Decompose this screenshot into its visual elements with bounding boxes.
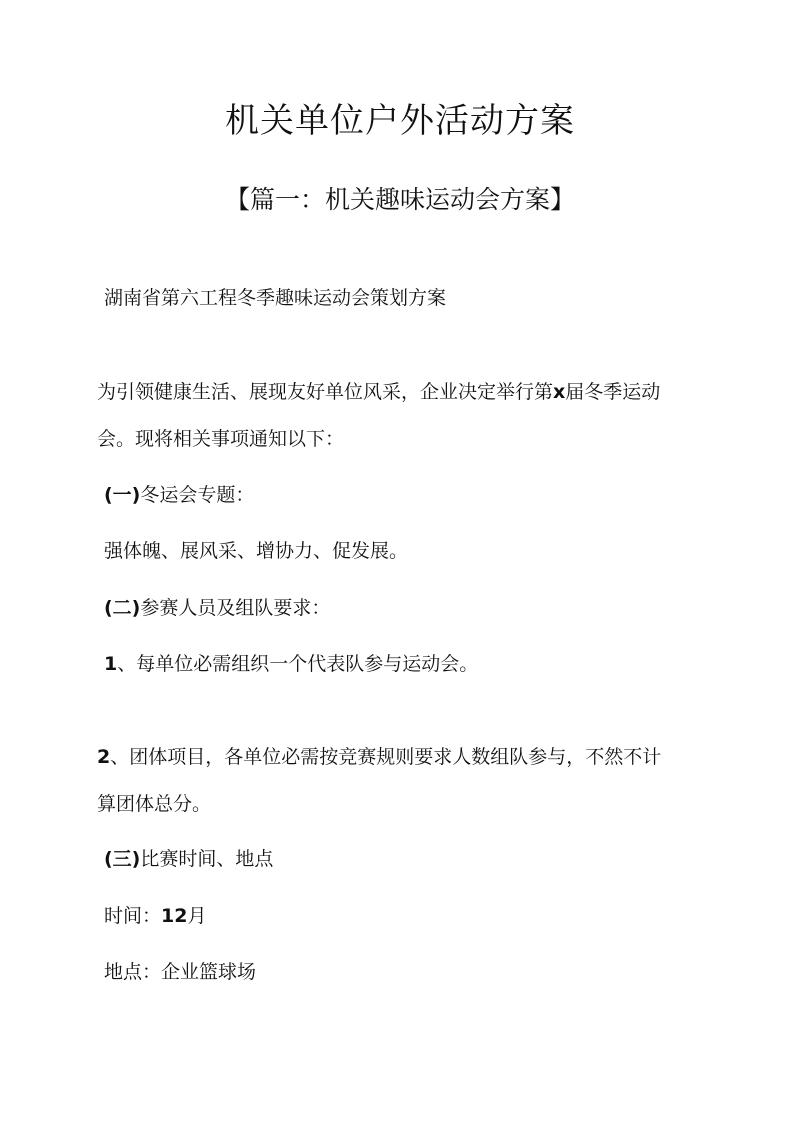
intro-text-part-2: 届冬季运动 (565, 381, 661, 403)
intro-paragraph-line-2: 会。现将相关事项通知以下： (97, 428, 345, 450)
section-3-title: 比赛时间、地点 (140, 848, 274, 870)
section-2-item-1 (104, 655, 478, 674)
plan-heading: 湖南省第六工程冬季趣味运动会策划方案 (104, 287, 447, 309)
section-1-title: 冬运会专题： (140, 484, 255, 506)
intro-edition-number: x (553, 381, 566, 403)
document-subtitle: 【篇一：机关趣味运动会方案】 (224, 185, 575, 214)
section-3-place: 地点：企业篮球场 (104, 961, 257, 983)
section-1-heading (104, 486, 254, 505)
section-2-item-1-number: 1 (104, 653, 118, 675)
document-title: 机关单位户外活动方案 (225, 101, 575, 141)
section-2-item-2-number: 2 (97, 746, 111, 768)
section-3-number: (三) (104, 848, 141, 870)
section-2-title: 参赛人员及组队要求： (140, 597, 331, 619)
section-2-number: (二) (104, 597, 141, 619)
section-2-item-1-text: 、每单位必需组织一个代表队参与运动会。 (117, 653, 479, 675)
section-1-body: 强体魄、展风采、增协力、促发展。 (104, 540, 409, 562)
section-2-item-2-continued: 算团体总分。 (97, 793, 212, 815)
section-2-heading (104, 599, 330, 618)
section-3-time (104, 907, 206, 926)
section-2-item-2-text: 、团体项目，各单位必需按竞赛规则要求人数组队参与，不然不计 (110, 746, 662, 768)
section-1-number: (一) (104, 484, 141, 506)
time-month-unit: 月 (187, 905, 207, 927)
intro-text-part-1: 为引领健康生活、展现友好单位风采，企业决定举行第 (97, 381, 554, 403)
section-3-heading (104, 850, 273, 869)
time-month-number: 12 (161, 905, 188, 927)
section-2-item-2 (97, 748, 661, 767)
intro-paragraph-line-1 (97, 383, 660, 402)
time-label: 时间： (104, 905, 162, 927)
